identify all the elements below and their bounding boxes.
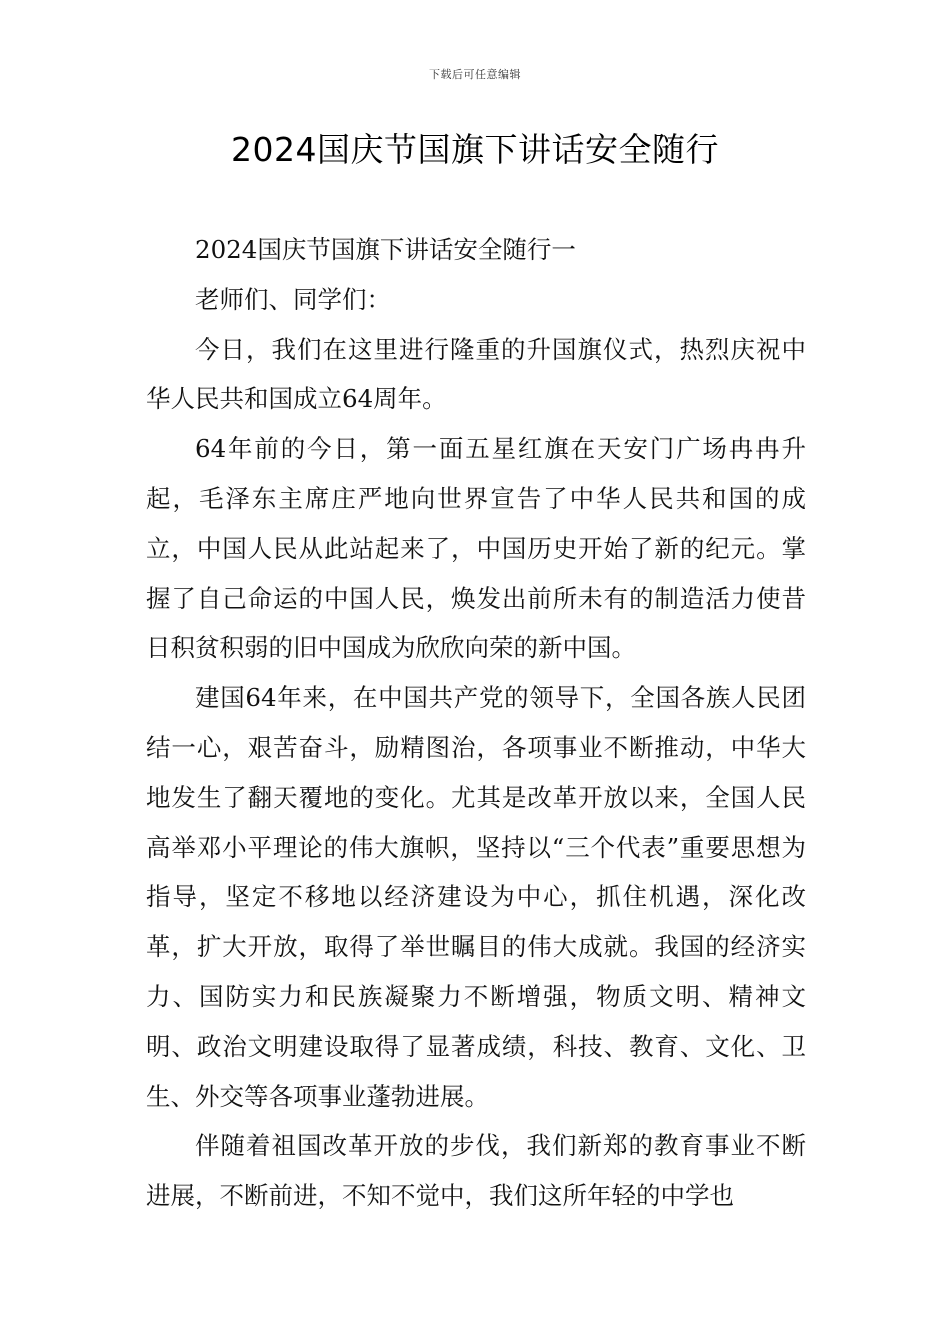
paragraph: 建国64年来，在中国共产党的领导下，全国各族人民团结一心，艰苦奋斗，励精图治，各项事业不断推动，中华大地发生了翻天覆地的变化。尤其是改革开放以来，全国人民高举邓小平理论的伟大旗帜，坚持以“三个代表”重要思想为指导，坚定不移地以经济建设为中心，抓住机遇，深化改革，扩大开放，取得了举世瞩目的伟大成就。我国的经济实力、国防实力和民族凝聚力不断增强，物质文明、精神文明、政治文明建设取得了显著成绩，科技、教育、文化、卫生、外交等各项事业蓬勃进展。	[146, 683, 806, 1111]
paragraph-greeting: 老师们、同学们：	[195, 284, 391, 314]
paragraph: 今日，我们在这里进行隆重的升国旗仪式，热烈庆祝中华人民共和国成立64周年。	[146, 334, 806, 414]
document-body	[146, 225, 806, 1221]
paragraph: 64年前的今日，第一面五星红旗在天安门广场冉冉升起，毛泽东主席庄严地向世界宣告了中华人民共和国的成立，中国人民从此站起来了，中国历史开始了新的纪元。掌握了自己命运的中国人民，焕发出前所未有的制造活力使昔日积贫积弱的旧中国成为欣欣向荣的新中国。	[146, 434, 806, 663]
paragraph-subtitle: 2024国庆节国旗下讲话安全随行一	[195, 235, 576, 264]
paragraph: 伴随着祖国改革开放的步伐，我们新郑的教育事业不断进展，不断前进，不知不觉中，我们这所年轻的中学也	[146, 1131, 806, 1211]
header-note: 下载后可任意编辑	[429, 68, 521, 81]
document-title: 2024国庆节国旗下讲话安全随行	[231, 130, 719, 169]
